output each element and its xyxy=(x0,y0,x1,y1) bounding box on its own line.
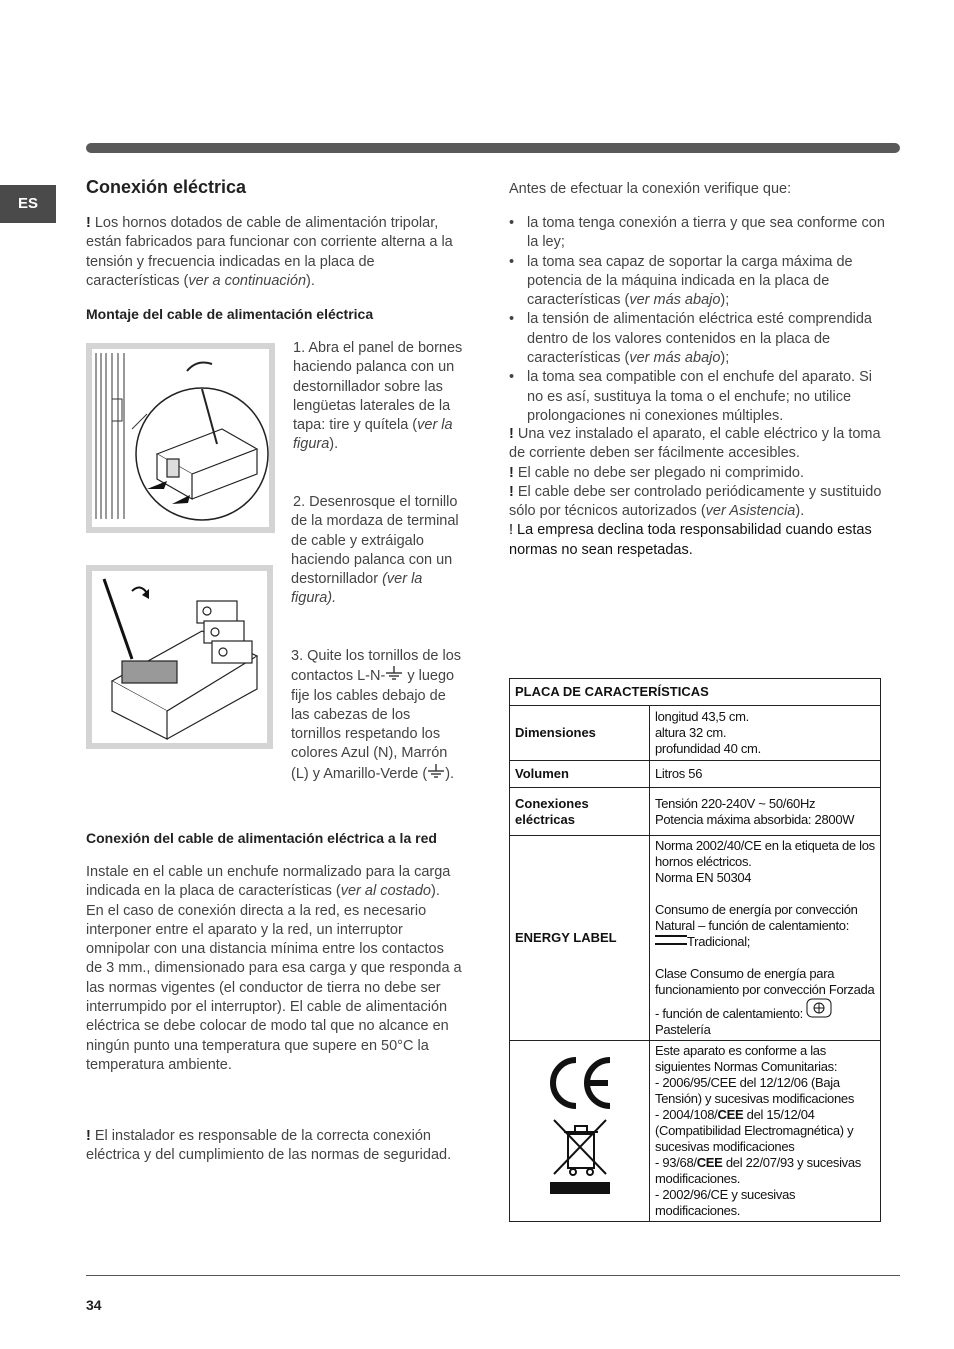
step-3-text-a: 3. Quite los tornillos de los contactos L-N- xyxy=(291,648,462,685)
ce-weee-icons xyxy=(540,1054,620,1204)
ground-symbol-icon xyxy=(427,764,445,778)
installer-note xyxy=(86,1127,462,1166)
connections-label: Conexiones eléctricas xyxy=(510,788,650,836)
ground-symbol-icon xyxy=(385,666,403,680)
step-1 xyxy=(293,339,463,455)
intro-paragraph xyxy=(86,214,458,291)
red-paragraph-1 xyxy=(86,863,462,1075)
terminal-block-illustration xyxy=(92,571,267,743)
ce-mark-icon xyxy=(553,1060,610,1106)
fan-pastry-icon xyxy=(806,998,832,1018)
checklist xyxy=(509,214,889,426)
notes-block xyxy=(509,425,889,560)
list-item: • la toma sea compatible con el enchufe del aparato. Si no es así, sustituya la toma o el enchufe; no utilice prolongaciones ni conexiones múltiples. xyxy=(509,368,889,426)
red-p1-italic: ver al costado xyxy=(340,883,431,900)
step-3-text-b: y luego fije los cables debajo de las cabezas de los tornillos respetando los colores Azul (N), Marrón (L) y Amarillo-Verde ( xyxy=(291,668,455,782)
disclaimer: ! La empresa declina toda responsabilidad cuando estas normas no sean respetadas. xyxy=(509,522,872,558)
header-rule xyxy=(86,143,900,153)
step-1-text: 1. Abra el panel de bornes haciendo palanca con un destornillador sobre las lengüetas laterales de la tapa: tire y quítela ( xyxy=(293,340,463,434)
dimensions-value: longitud 43,5 cm. altura 32 cm. profundidad 40 cm. xyxy=(650,706,881,761)
step-3-text-c: ). xyxy=(445,765,455,782)
page-number: 34 xyxy=(86,1297,102,1313)
step-1-end: ). xyxy=(329,436,339,453)
warning-mark: ! xyxy=(509,464,514,481)
step-2-text: 2. Desenrosque el tornillo de la mordaza de terminal de cable y extráigalo haciendo palanca con un destornillador xyxy=(291,494,459,588)
note-3: El cable debe ser controlado periódicamente y sustituido sólo por técnicos autorizados ( xyxy=(509,483,882,520)
intro-italic: ver a continuación xyxy=(188,272,307,289)
red-p1-text: Instale en el cable un enchufe normalizado para la carga indicada en la placa de características ( xyxy=(86,864,451,900)
warning-mark: ! xyxy=(86,215,91,231)
note-2: El cable no debe ser plegado ni comprimido. xyxy=(513,464,805,481)
weee-bar xyxy=(550,1182,610,1194)
section-title: Conexión eléctrica xyxy=(86,177,247,197)
traditional-heating-icon xyxy=(655,934,687,946)
red-p2-text: En el caso de conexión directa a la red, es necesario interponer entre el aparato y la red, un interruptor omnipolar con una distancia mínima entre los contactos de 3 mm., dimensionado para esa carga y que responda a las normas vigentes (el conductor de tierra no debe ser interrumpido por el interruptor). El cable de alimentación eléctrica se debe colocar de modo tal que no alcance en ningún punto una temperatura que supere en 50°C la temperatura ambiente. xyxy=(86,902,462,1073)
compliance-logos xyxy=(510,1041,650,1222)
weee-bin-icon xyxy=(554,1120,606,1175)
energy-value: Norma 2002/40/CE en la etiqueta de los hornos eléctricos. Norma EN 50304 Consumo de energía por convección Natural – función de calentamiento: Tradicional; Clase Consumo de energía para funcionamiento por convección Forzada - función de calentamiento: Pastelería xyxy=(650,836,881,1041)
step-2 xyxy=(291,493,463,609)
dimensions-label: Dimensiones xyxy=(510,706,650,761)
note-3-italic: ver Asistencia xyxy=(705,503,796,520)
list-item: • la tensión de alimentación eléctrica esté comprendida dentro de los valores contenidos en la placa de características (ver más abajo); xyxy=(509,310,889,368)
list-item: • la toma sea capaz de soportar la carga máxima de potencia de la máquina indicada en la placa de características (ver más abajo); xyxy=(509,253,889,311)
specifications-plate xyxy=(509,678,881,1222)
norms-value: Este aparato es conforme a las siguientes Normas Comunitarias: - 2006/95/CEE del 12/12/06 (Baja Tensión) y sucesivas modificaciones - 2004/108/CEE del 15/12/04 (Compatibilidad Electromagnética) y sucesivas modificaciones - 93/68/CEE del 22/07/93 y sucesivas modificaciones. - 2002/96/CE y sucesivas modificaciones. xyxy=(650,1041,881,1222)
figure-terminal-block xyxy=(86,565,273,749)
warning-mark: ! xyxy=(86,1128,91,1144)
note-1: Una vez instalado el aparato, el cable eléctrico y la toma de corriente deben ser fácilmente accesibles. xyxy=(509,426,881,462)
terminal-cover-illustration xyxy=(92,349,269,527)
footer-rule xyxy=(86,1275,900,1276)
energy-label: ENERGY LABEL xyxy=(510,836,650,1041)
note-3-end: ). xyxy=(795,503,805,520)
red-heading: Conexión del cable de alimentación eléctrica a la red xyxy=(86,830,437,846)
red-p1-end: ). xyxy=(430,883,440,900)
figure-terminal-cover xyxy=(86,343,275,533)
warning-mark: ! xyxy=(509,483,514,500)
montaje-heading: Montaje del cable de alimentación eléctrica xyxy=(86,306,374,322)
right-intro: Antes de efectuar la conexión verifique que: xyxy=(509,181,792,197)
intro-text: Los hornos dotados de cable de alimentación tripolar, están fabricados para funcionar con corriente alterna a la tensión y frecuencia indicadas en la placa de características ( xyxy=(86,215,453,289)
intro-end: ). xyxy=(306,272,315,289)
connections-value: Tensión 220-240V ~ 50/60Hz Potencia máxima absorbida: 2800W xyxy=(650,788,881,836)
warning-mark: ! xyxy=(509,426,514,442)
language-tab: ES xyxy=(0,185,56,223)
volume-value: Litros 56 xyxy=(650,761,881,788)
list-item: • la toma tenga conexión a tierra y que sea conforme con la ley; xyxy=(509,214,889,253)
step-3 xyxy=(291,647,463,784)
step-2-italic: (ver la figura). xyxy=(291,571,423,607)
plate-header: PLACA DE CARACTERÍSTICAS xyxy=(510,679,881,706)
step-1-italic: ver la figura xyxy=(293,417,453,453)
installer-note-text: El instalador es responsable de la correcta conexión eléctrica y del cumplimiento de las normas de seguridad. xyxy=(86,1128,452,1164)
volume-label: Volumen xyxy=(510,761,650,788)
